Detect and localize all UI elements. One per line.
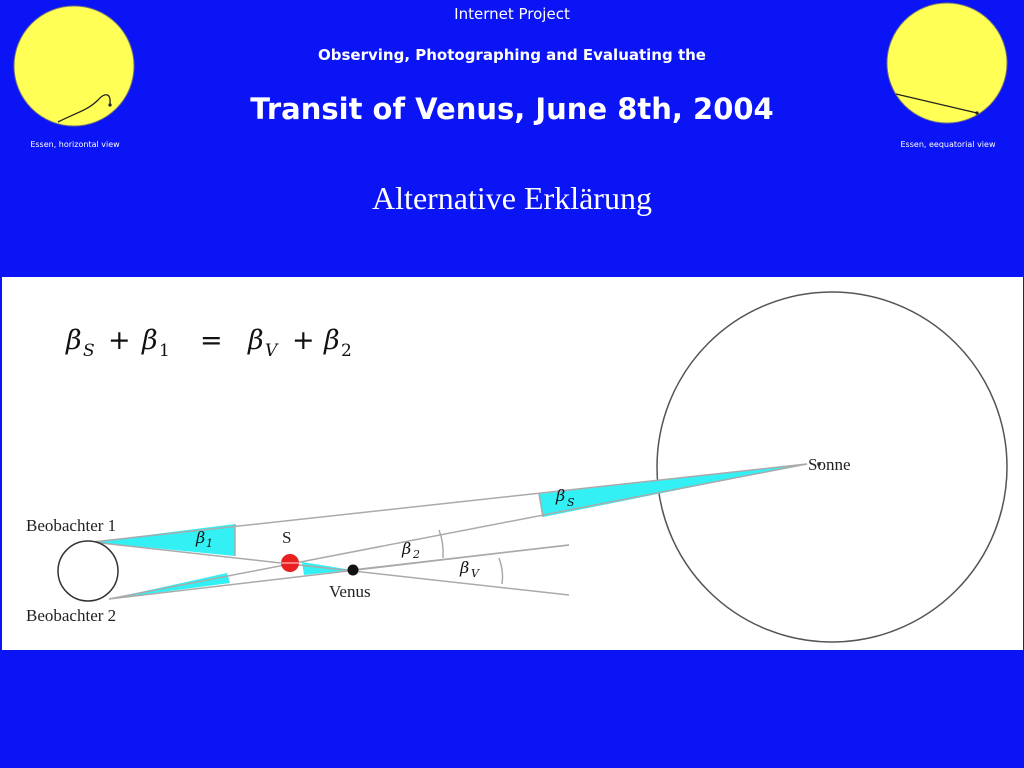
formula-sub-s: S bbox=[83, 341, 95, 361]
observer-1-label: Beobachter 1 bbox=[26, 516, 117, 535]
angle-label-beta-1: β bbox=[196, 528, 206, 547]
formula-sub-2: 2 bbox=[341, 341, 352, 361]
observer-2-label: Beobachter 2 bbox=[26, 606, 117, 625]
slide-title: Alternative Erklärung bbox=[372, 180, 652, 216]
project-subtitle: Observing, Photographing and Evaluating the bbox=[318, 46, 706, 64]
formula bbox=[65, 325, 352, 361]
angle-label-beta-v: β bbox=[460, 558, 470, 577]
diagram-panel bbox=[2, 277, 1023, 650]
formula-beta-v: β bbox=[248, 325, 264, 356]
formula-beta-s: β bbox=[66, 325, 82, 356]
project-title: Transit of Venus, June 8th, 2004 bbox=[250, 92, 774, 126]
angle-label-beta-2: β bbox=[402, 539, 412, 558]
earth-circle bbox=[58, 541, 118, 601]
angle-label-beta-s: β bbox=[556, 486, 566, 505]
s-point-label: S bbox=[282, 528, 292, 547]
right-image-caption: Essen, eequatorial view bbox=[900, 140, 996, 149]
formula-plus-2: + bbox=[292, 325, 315, 356]
project-label: Internet Project bbox=[454, 5, 570, 23]
venus-dot bbox=[348, 565, 359, 576]
left-image-caption: Essen, horizontal view bbox=[30, 140, 120, 149]
formula-equals: = bbox=[200, 325, 223, 356]
transit-geometry-diagram bbox=[2, 277, 1023, 650]
angle-label-beta-2-sub: 2 bbox=[413, 548, 420, 561]
sun-label: Sonne bbox=[808, 455, 851, 474]
formula-sub-v: V bbox=[265, 341, 278, 361]
angle-label-beta-1-sub: 1 bbox=[206, 537, 213, 550]
angle-label-beta-s-sub: S bbox=[567, 496, 575, 509]
formula-sub-1: 1 bbox=[159, 341, 170, 361]
angle-label-beta-v-sub: V bbox=[471, 567, 479, 580]
formula-beta-1: β bbox=[142, 325, 158, 356]
venus-label: Venus bbox=[329, 582, 371, 601]
formula-plus-1: + bbox=[108, 325, 131, 356]
formula-beta-2: β bbox=[324, 325, 340, 356]
